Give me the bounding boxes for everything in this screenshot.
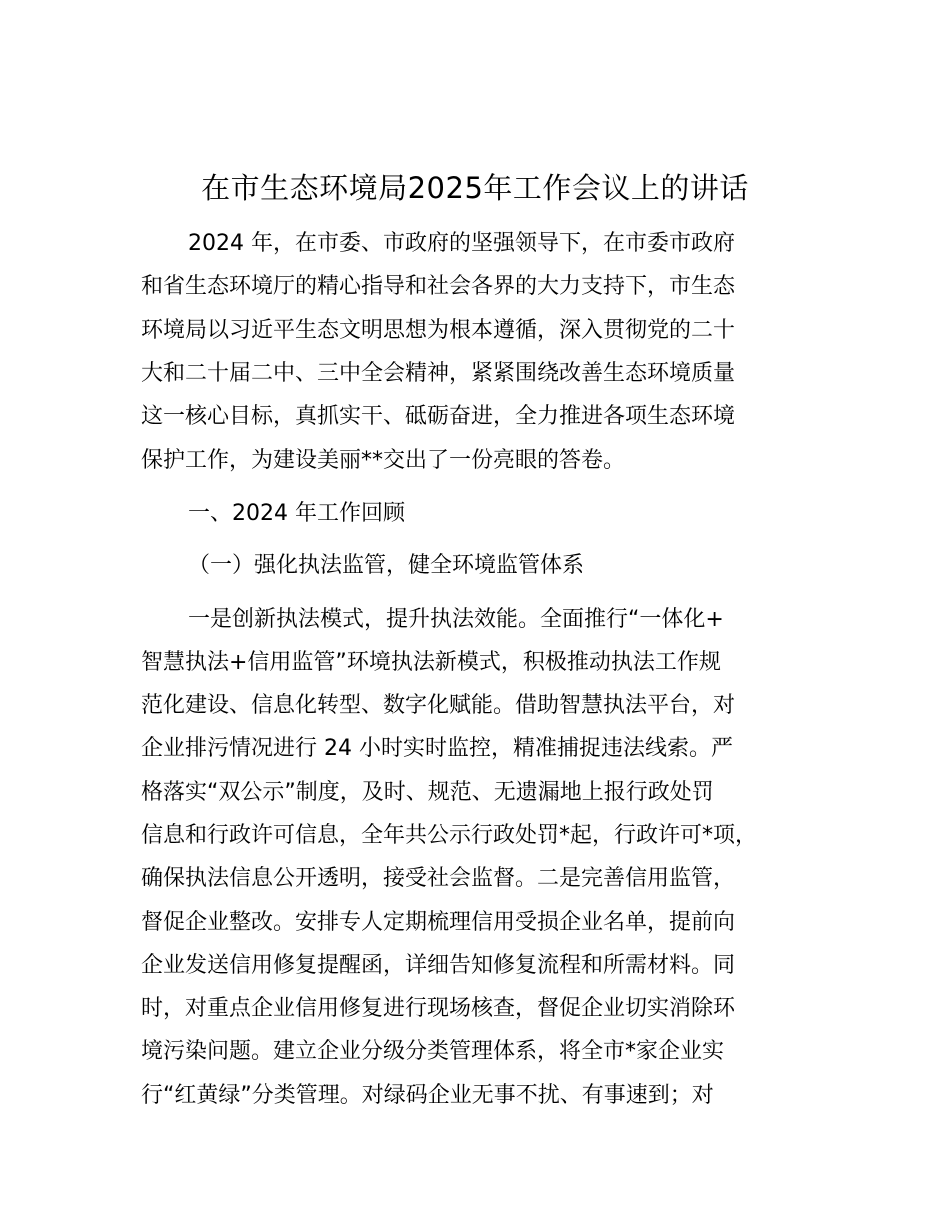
page-title: 在市生态环境局2025年工作会议上的讲话 (201, 171, 749, 205)
paragraph-line: 范化建设、信息化转型、数字化赋能。借助智慧执法平台，对 (141, 693, 736, 718)
paragraph-line: 这一核心目标，真抓实干、砥砺奋进，全力推进各项生态环境 (141, 404, 736, 429)
section-heading: 一、2024 年工作回顾 (188, 501, 405, 526)
paragraph-line: 信息和行政许可信息，全年共公示行政处罚*起，行政许可*项， (141, 823, 758, 848)
paragraph-line: 企业排污情况进行 24 小时实时监控，精准捕捉违法线索。严 (141, 736, 733, 761)
paragraph-line: 和省生态环境厅的精心指导和社会各界的大力支持下，市生态 (141, 274, 736, 299)
paragraph-line: 保护工作，为建设美丽**交出了一份亮眼的答卷。 (141, 448, 626, 473)
paragraph-line: 2024 年，在市委、市政府的坚强领导下，在市委市政府 (188, 231, 735, 256)
paragraph-line: 企业发送信用修复提醒函，详细告知修复流程和所需材料。同 (141, 953, 736, 978)
paragraph-line: 大和二十届二中、三中全会精神，紧紧围绕改善生态环境质量 (141, 361, 736, 386)
paragraph-line: 督促企业整改。安排专人定期梳理信用受损企业名单，提前向 (141, 910, 736, 935)
paragraph-line: 境污染问题。建立企业分级分类管理体系，将全市*家企业实 (141, 1039, 725, 1064)
paragraph-line: 格落实“双公示”制度，及时、规范、无遗漏地上报行政处罚 (141, 780, 714, 805)
subsection-heading: （一）强化执法监管，健全环境监管体系 (188, 553, 585, 578)
paragraph-line: 智慧执法+信用监管”环境执法新模式，积极推动执法工作规 (141, 650, 721, 675)
paragraph-line: 环境局以习近平生态文明思想为根本遵循，深入贯彻党的二十 (141, 318, 736, 343)
paragraph-line: 时，对重点企业信用修复进行现场核查，督促企业切实消除环 (141, 996, 736, 1021)
paragraph-line: 行“红黄绿”分类管理。对绿码企业无事不扰、有事速到；对 (141, 1083, 714, 1108)
paragraph-line: 确保执法信息公开透明，接受社会监督。二是完善信用监管， (141, 866, 736, 891)
paragraph-line: 一是创新执法模式，提升执法效能。全面推行“一体化+ (188, 607, 724, 632)
